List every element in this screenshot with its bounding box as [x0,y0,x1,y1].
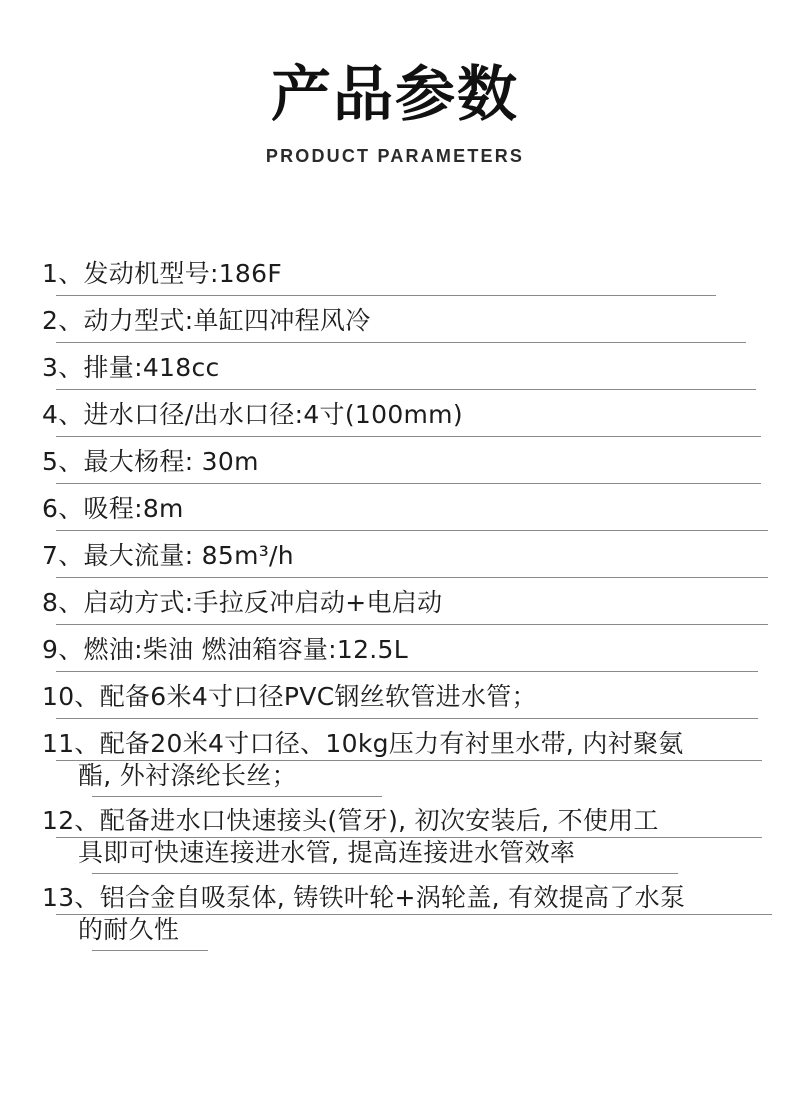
spec-text: 9、燃油:柴油 燃油箱容量:12.5L [42,635,408,664]
list-item [42,728,758,796]
spec-text: 10、配备6米4寸口径PVC钢丝软管进水管； [42,682,537,711]
list-item [42,305,758,343]
spec-text: 5、最大杨程: 30m [42,447,259,476]
underline-rule [56,295,716,296]
spec-text: 7、最大流量: 85m³/h [42,541,294,570]
list-item [42,258,758,296]
list-item [42,805,758,873]
underline-rule [56,483,761,484]
list-item [42,352,758,390]
list-item [42,681,758,719]
spec-text-line-2: 具即可快速连接进水管, 提高连接进水管效率 [78,838,576,867]
underline-rule [56,342,746,343]
list-item [42,493,758,531]
specification-list [42,258,758,959]
spec-text: 2、动力型式:单缸四冲程风冷 [42,306,371,335]
list-item [42,540,758,578]
spec-text-line-1: 11、配备20米4寸口径、10kg压力有衬里水带, 内衬聚氨 [42,729,684,758]
spec-text-line-2: 酯, 外衬涤纶长丝； [78,761,297,790]
page-subtitle: PRODUCT PARAMETERS [265,146,525,166]
underline-rule [92,873,678,874]
list-item [42,446,758,484]
spec-text-line-1: 13、铝合金自吸泵体, 铸铁叶轮+涡轮盖, 有效提高了水泵 [42,883,686,912]
list-item [42,399,758,437]
underline-rule [56,577,768,578]
underline-rule [56,389,756,390]
list-item [42,882,758,950]
list-item [42,634,758,672]
underline-rule [56,624,768,625]
underline-rule [56,530,768,531]
underline-rule [56,671,758,672]
underline-rule [92,796,382,797]
spec-text: 1、发动机型号:186F [42,259,283,288]
underline-rule [56,718,758,719]
page-title: 产品参数 [271,60,519,130]
spec-text: 4、进水口径/出水口径:4寸(100mm) [42,400,463,429]
underline-rule [92,950,208,951]
list-item [42,587,758,625]
spec-text: 8、启动方式:手拉反冲启动+电启动 [42,588,443,617]
page-header [0,0,790,167]
spec-text: 6、吸程:8m [42,494,184,523]
spec-text-line-1: 12、配备进水口快速接头(管牙), 初次安装后, 不使用工 [42,806,659,835]
spec-text-line-2: 的耐久性 [78,915,180,944]
underline-rule [56,436,761,437]
spec-text: 3、排量:418cc [42,353,220,382]
